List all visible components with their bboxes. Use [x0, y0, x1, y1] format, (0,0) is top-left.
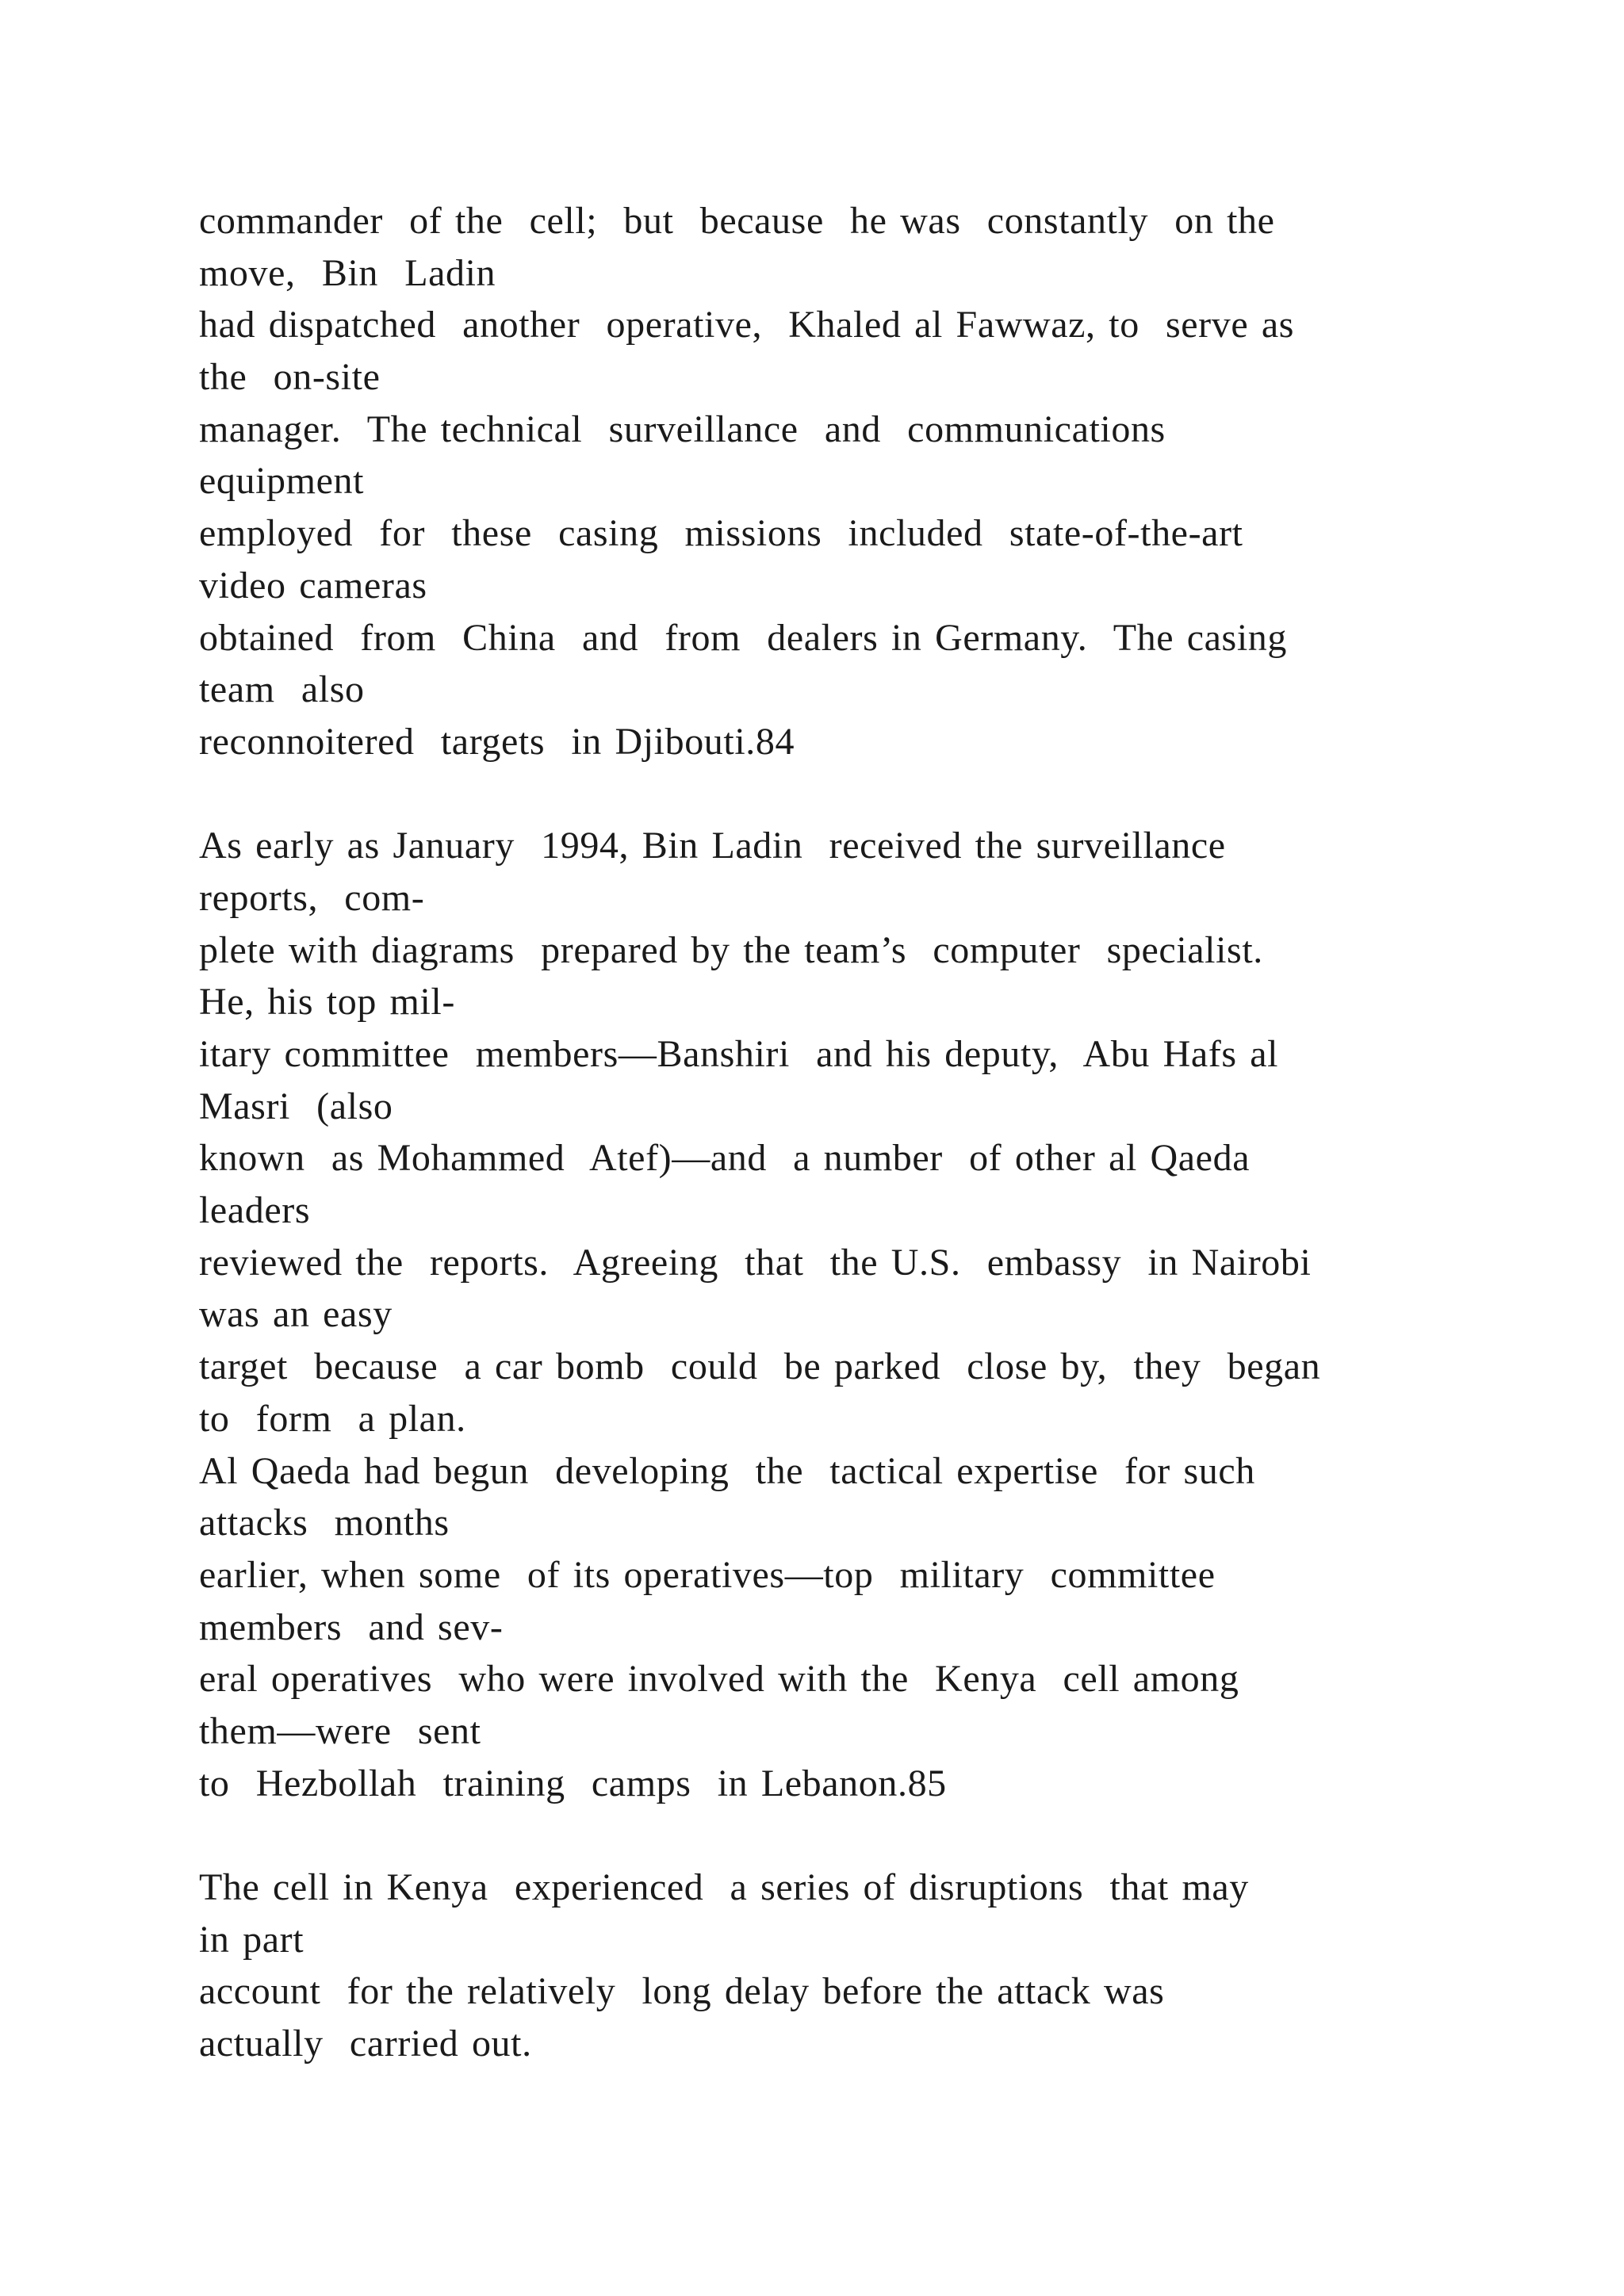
text-line: plete with diagrams prepared by the team’s computer specialist. [199, 928, 1263, 971]
text-line: actually carried out. [199, 2022, 532, 2065]
text-line: itary committee members—Banshiri and his deputy, Abu Hafs al [199, 1033, 1279, 1075]
text-line: manager. The technical surveillance and communications [199, 408, 1166, 450]
text-line: Al Qaeda had begun developing the tactical expertise for such [199, 1449, 1255, 1492]
text-line: The cell in Kenya experienced a series of disruptions that may [199, 1866, 1249, 1908]
text-line: earlier, when some of its operatives—top military committee [199, 1553, 1216, 1596]
text-line: video cameras [199, 564, 427, 607]
text-line: the on-site [199, 356, 381, 399]
text-line: them—were sent [199, 1709, 481, 1752]
text-line: target because a car bomb could be parked close by, they began [199, 1345, 1321, 1388]
text-line: reviewed the reports. Agreeing that the U.S. embassy in Nairobi [199, 1241, 1312, 1284]
text-line: commander of the cell; but because he was constantly on the [199, 200, 1275, 242]
text-line: employed for these casing missions included state-of-the-art [199, 512, 1243, 555]
text-line: obtained from China and from dealers in Germany. The casing [199, 616, 1287, 659]
text-line: Masri (also [199, 1085, 393, 1127]
document-body-text [199, 195, 1531, 2070]
text-line: was an easy [199, 1293, 393, 1336]
text-line: had dispatched another operative, Khaled al Fawwaz, to serve as [199, 304, 1295, 346]
text-line: to Hezbollah training camps in Lebanon.85 [199, 1762, 947, 1804]
text-line: members and sev- [199, 1605, 504, 1648]
text-line: leaders [199, 1189, 311, 1232]
text-line: reconnoitered targets in Djibouti.84 [199, 720, 795, 763]
text-line: in part [199, 1918, 304, 1961]
text-line: He, his top mil- [199, 981, 455, 1024]
paragraph-break [199, 768, 1531, 821]
text-line: As early as January 1994, Bin Ladin received the surveillance [199, 825, 1226, 867]
text-line: known as Mohammed Atef)—and a number of other al Qaeda [199, 1137, 1251, 1180]
text-line: attacks months [199, 1502, 450, 1544]
text-line: eral operatives who were involved with the Kenya cell among [199, 1658, 1239, 1701]
paragraph-break [199, 1809, 1531, 1862]
text-line: equipment [199, 460, 365, 503]
text-line: reports, com- [199, 876, 425, 919]
text-line: to form a plan. [199, 1397, 466, 1440]
text-line: team also [199, 668, 365, 711]
text-line: move, Bin Ladin [199, 251, 496, 294]
text-line: account for the relatively long delay before the attack was [199, 1970, 1165, 2013]
